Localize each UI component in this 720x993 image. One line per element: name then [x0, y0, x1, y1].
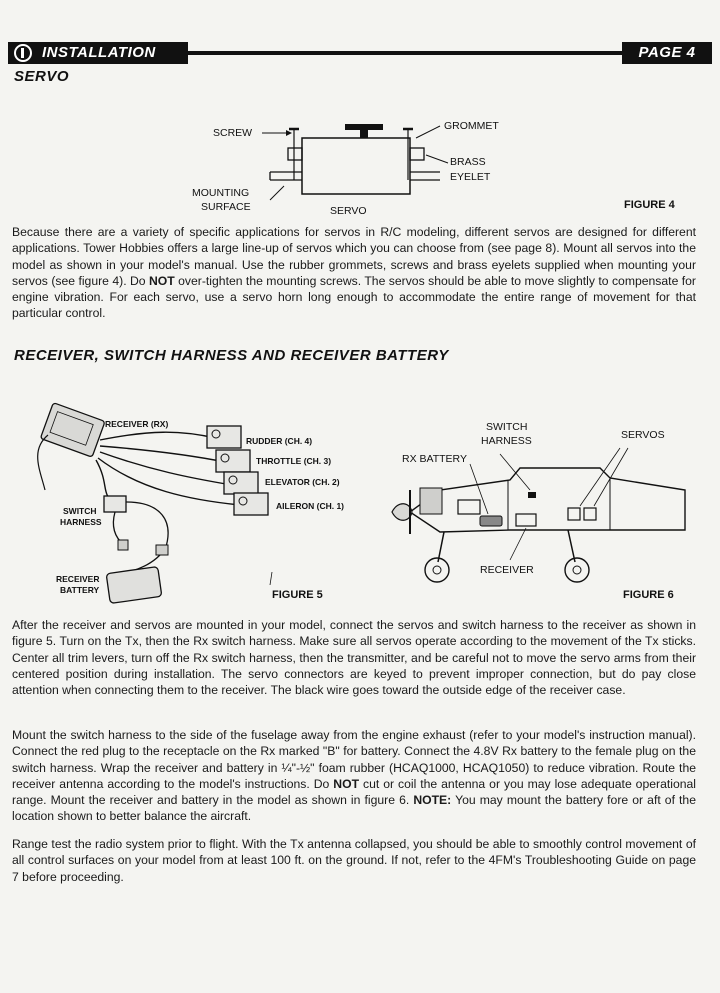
- fig6-label-rx-battery: RX BATTERY: [402, 453, 467, 465]
- figure5-label: FIGURE 5: [272, 589, 323, 601]
- receiver-paragraph-2-bold-1: NOT: [333, 776, 360, 791]
- fig5-label-receiver-battery-2: BATTERY: [60, 585, 100, 595]
- fig5-label-switch: SWITCH: [63, 506, 97, 516]
- receiver-paragraph-1: After the receiver and servos are mounted in your model, connect the servos and switch harness to the receiver as shown in figure 5. Turn on the Tx, then the Rx switch harness. Make sure all servos operate according to the movement of the Tx sticks. Center all trim levers, turn off the Rx switch harness, then the transmitter, and be careful not to move the servo arms from their centered position during installation. The servo connectors are keyed to prevent improper connection, but do pay close attention when connecting them to the receiver. The black wire goes toward the outside edge of the receiver case.: [12, 618, 696, 698]
- fig4-label-eyelet: EYELET: [450, 171, 491, 183]
- servo-section-title: SERVO: [14, 68, 70, 85]
- fig4-label-screw: SCREW: [213, 127, 253, 139]
- fig4-label-surface: SURFACE: [201, 201, 251, 213]
- fig5-label-rudder: RUDDER (CH. 4): [246, 436, 313, 446]
- fig6-label-servos: SERVOS: [621, 429, 665, 441]
- figure6-label: FIGURE 6: [623, 589, 674, 601]
- servo-paragraph-text-2: over-tighten the mounting screws. The servos should be able to move slightly to compensate for engine vibration. For each servo, use a servo horn long enough to accommodate the entire range of movement for that particular control.: [12, 273, 696, 321]
- fig4-label-grommet: GROMMET: [444, 120, 499, 132]
- fig4-label-mounting: MOUNTING: [192, 187, 250, 199]
- fig6-label-receiver: RECEIVER: [480, 564, 534, 576]
- fig5-label-elevator: ELEVATOR (CH. 2): [265, 477, 340, 487]
- receiver-paragraph-2-text-2: cut or coil the antenna or you may lose adequate operational range. Mount the receiver and battery in the model as shown in figure 6.: [12, 776, 696, 808]
- fig5-label-aileron: AILERON (CH. 1): [276, 501, 344, 511]
- receiver-paragraph-3: Range test the radio system prior to flight. With the Tx antenna collapsed, you should be able to smoothly control movement of all control surfaces on your model from at least 100 ft. on the ground. If not, refer to the 4FM's Troubleshooting Guide on page 7 before proceeding.: [12, 837, 696, 884]
- fig5-label-receiver-battery-1: RECEIVER: [56, 574, 100, 584]
- receiver-paragraph-2-bold-2: NOTE:: [413, 793, 452, 808]
- receiver-paragraph-2-text-1: Mount the switch harness to the side of the fuselage away from the engine exhaust (refer to your model's instruction manual). Connect the red plug to the receptacle on the Rx marked "B" for battery. Connect the 4.8V Rx battery to the female plug on the switch harness. Wrap the receiver and battery in ¼"-½" foam rubber (HCAQ1000, HCAQ1050) to reduce vibration. Route the receiver antenna according to the model's instructions. Do: [12, 728, 696, 791]
- section-header-label: INSTALLATION: [42, 44, 156, 61]
- fig4-label-brass: BRASS: [450, 156, 486, 168]
- figure4-diagram: [0, 0, 720, 230]
- receiver-paragraph-2: [12, 727, 696, 825]
- fig6-label-switch: SWITCH: [486, 421, 528, 433]
- fig5-label-throttle: THROTTLE (CH. 3): [256, 456, 332, 466]
- page-number: PAGE 4: [622, 42, 712, 64]
- fig5-label-receiver: RECEIVER (RX): [105, 419, 169, 429]
- receiver-section-title: RECEIVER, SWITCH HARNESS AND RECEIVER BATTERY: [14, 347, 449, 364]
- fig4-label-servo: SERVO: [330, 205, 367, 217]
- servo-paragraph-text-1: Because there are a variety of specific applications for servos in R/C modeling, different servos are designed for different applications. Tower Hobbies offers a large line-up of servos which you can choose from (see page 8). Mount all servos into the model as shown in your model's manual. Use the rubber grommets, screws and brass eyelets supplied when mounting your servos (see figure 4). Do: [12, 225, 696, 288]
- fig6-label-harness: HARNESS: [481, 435, 532, 447]
- servo-paragraph: [12, 224, 696, 322]
- receiver-paragraph-2-text-3: You may mount the battery fore or aft of the location shown to better balance the aircraft.: [12, 793, 696, 824]
- figure4-label: FIGURE 4: [624, 199, 675, 211]
- fig5-label-harness: HARNESS: [60, 517, 102, 527]
- servo-paragraph-bold: NOT: [149, 273, 175, 288]
